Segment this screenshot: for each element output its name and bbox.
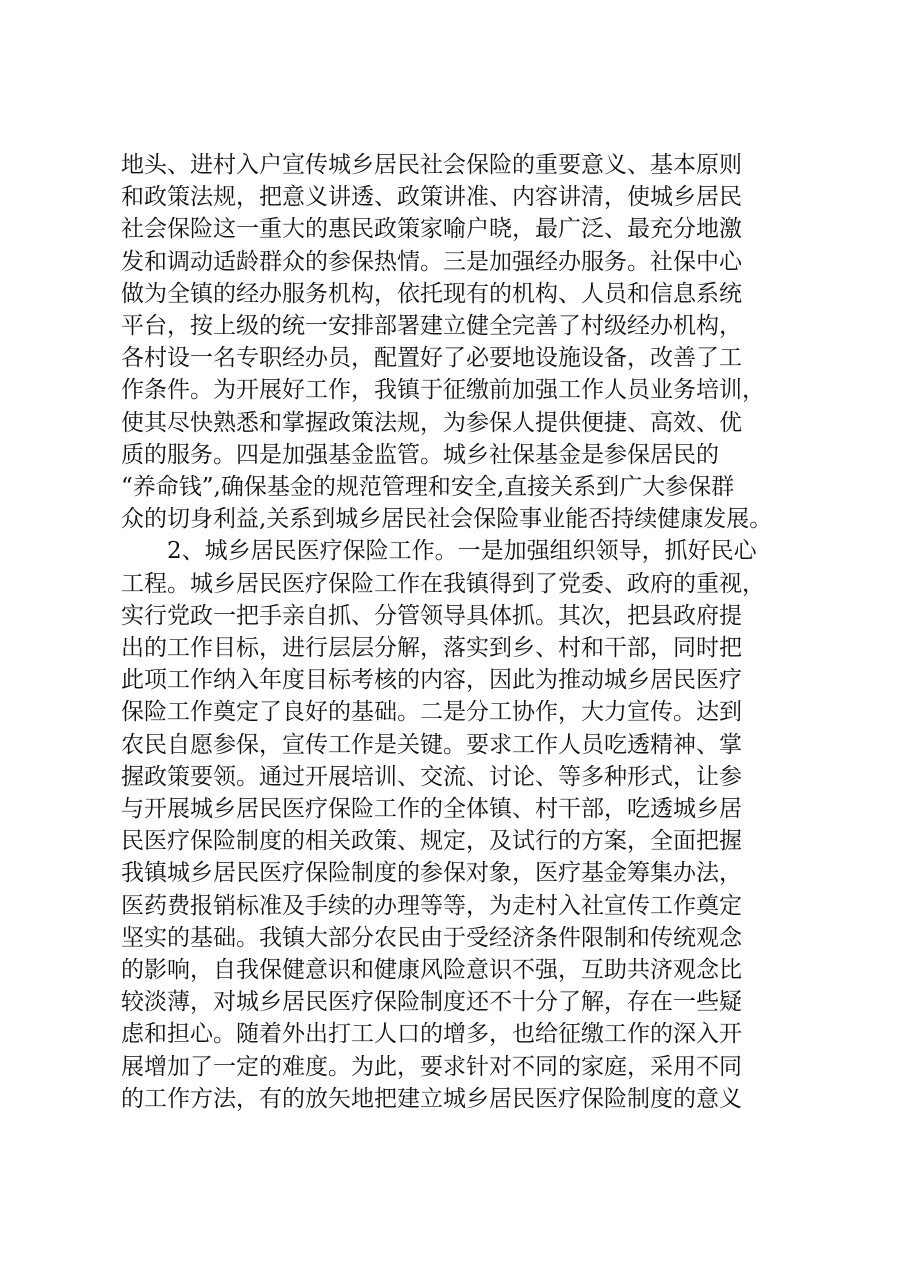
text-line: 使其尽快熟悉和掌握政策法规，为参保人提供便捷、高效、优 — [121, 409, 742, 436]
text-line: 我镇城乡居民医疗保险制度的参保对象，医疗基金筹集办法， — [121, 860, 742, 887]
text-line: 的工作方法，有的放矢地把建立城乡居民医疗保险制度的意义 — [121, 1085, 742, 1112]
text-line: 较淡薄，对城乡居民医疗保险制度还不十分了解，存在一些疑 — [121, 989, 742, 1016]
text-line: 握政策要领。通过开展培训、交流、讨论、等多种形式，让参 — [121, 763, 742, 790]
text-line: 此项工作纳入年度目标考核的内容，因此为推动城乡居民医疗 — [121, 667, 742, 694]
text-line: 与开展城乡居民医疗保险工作的全体镇、村干部，吃透城乡居 — [121, 796, 742, 822]
text-line: 实行党政一把手亲自抓、分管领导具体抓。其次，把县政府提 — [121, 602, 742, 629]
text-line: 保险工作奠定了良好的基础。二是分工协作，大力宣传。达到 — [121, 699, 742, 726]
text-line: 民医疗保险制度的相关政策、规定，及试行的方案，全面把握 — [121, 828, 742, 855]
text-line: 2、城乡居民医疗保险工作。一是加强组织领导，抓好民心 — [121, 538, 757, 565]
text-line: 做为全镇的经办服务机构，依托现有的机构、人员和信息系统 — [121, 280, 742, 307]
text-line: 的影响，自我保健意识和健康风险意识不强，互助共济观念比 — [121, 957, 742, 983]
text-line: 虑和担心。随着外出打工人口的增多，也给征缴工作的深入开 — [121, 1021, 742, 1048]
text-line: 出的工作目标，进行层层分解，落实到乡、村和干部，同时把 — [121, 635, 742, 661]
text-line: 社会保险这一重大的惠民政策家喻户晓，最广泛、最充分地激 — [121, 216, 742, 243]
text-line: 工程。城乡居民医疗保险工作在我镇得到了党委、政府的重视， — [121, 570, 765, 597]
text-line: 地头、进村入户宣传城乡居民社会保险的重要意义、基本原则 — [121, 152, 742, 178]
text-line: 发和调动适龄群众的参保热情。三是加强经办服务。社保中心 — [121, 248, 742, 275]
text-line: 坚实的基础。我镇大部分农民由于受经济条件限制和传统观念 — [121, 924, 742, 951]
text-line: 平台，按上级的统一安排部署建立健全完善了村级经办机构， — [121, 313, 742, 339]
text-line: 众的切身利益,关系到城乡居民社会保险事业能否持续健康发展。 — [121, 506, 773, 533]
text-line: 作条件。为开展好工作，我镇于征缴前加强工作人员业务培训， — [121, 377, 765, 404]
text-line: 各村设一名专职经办员，配置好了必要地设施设备，改善了工 — [121, 345, 742, 372]
text-line: “养命钱”,确保基金的规范管理和安全,直接关系到广大参保群 — [121, 474, 735, 500]
text-line: 和政策法规，把意义讲透、政策讲准、内容讲清，使城乡居民 — [121, 184, 742, 211]
text-line: 展增加了一定的难度。为此，要求针对不同的家庭，采用不同 — [121, 1053, 742, 1080]
text-line: 质的服务。四是加强基金监管。城乡社保基金是参保居民的 — [121, 441, 719, 468]
text-line: 农民自愿参保，宣传工作是关键。要求工作人员吃透精神、掌 — [121, 731, 742, 758]
text-line: 医药费报销标准及手续的办理等等，为走村入社宣传工作奠定 — [121, 892, 742, 919]
